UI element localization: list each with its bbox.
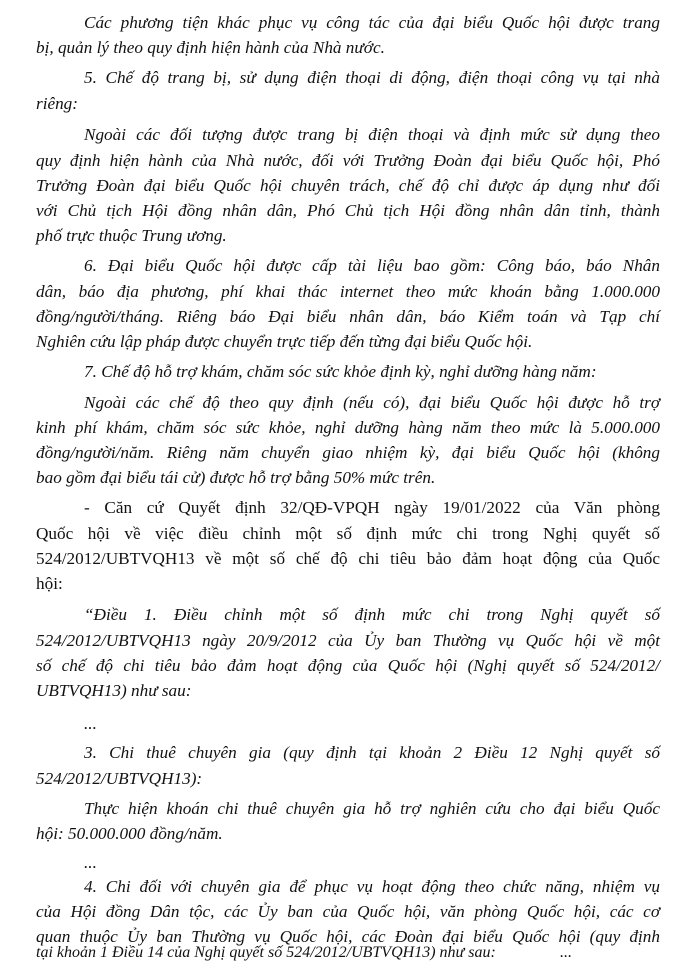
ellipsis-3: ... (560, 944, 572, 961)
clause-3-line-2: 524/2012/UBTVQH13): (36, 769, 203, 788)
section-6-line-3: đồng/người/tháng. Riêng báo Đại biểu nhân dân, báo Kiểm toán và Tạp chí (36, 307, 660, 326)
article-1-line-3: số chế độ chi tiêu bảo đảm hoạt động của Quốc hội (Nghị quyết số 524/2012/ (36, 656, 660, 675)
clause-4-line-3: quan thuộc Ủy ban Thường vụ Quốc hội, các Đoàn đại biểu Quốc hội (quy định (36, 927, 660, 946)
section-7-line-3: đồng/người/năm. Riêng năm chuyển giao nhiệm kỳ, đại biểu Quốc hội (không (36, 443, 660, 462)
article-1-line-1: “Điều 1. Điều chỉnh một số định mức chi trong Nghị quyết số (84, 605, 660, 624)
ellipsis-2: ... (84, 853, 97, 872)
section-5-heading-cont: riêng: (36, 94, 79, 113)
section-6-line-4: Nghiên cứu lập pháp được chuyển trực tiếp đến từng đại biểu Quốc hội. (36, 332, 533, 351)
ellipsis-1: ... (84, 714, 97, 733)
paragraph-line-1: Các phương tiện khác phục vụ công tác của đại biểu Quốc hội được trang (84, 13, 660, 32)
clause-4-line-4: tại khoản 1 Điều 14 của Nghị quyết số 524/2012/UBTVQH13) như sau: (36, 944, 496, 961)
paragraph-line-6: quy định hiện hành của Nhà nước, đối với Trưởng Đoàn đại biểu Quốc hội, Phó (36, 151, 660, 170)
paragraph-line-2: bị, quản lý theo quy định hiện hành của Nhà nước. (36, 38, 385, 57)
clause-3-line-1: 3. Chi thuê chuyên gia (quy định tại khoản 2 Điều 12 Nghị quyết số (84, 743, 660, 762)
paragraph-line-7: Trưởng Đoàn đại biểu Quốc hội chuyên trách, chế độ chỉ được áp dụng như đối (36, 176, 660, 195)
section-7-line-4: bao gồm đại biểu tái cử) được hỗ trợ bằng 50% mức trên. (36, 468, 436, 487)
decision-line-4: hội: (36, 574, 63, 593)
paragraph-line-8: với Chủ tịch Hội đồng nhân dân, Phó Chủ tịch Hội đồng nhân dân tỉnh, thành (36, 201, 660, 220)
section-6-line-1: 6. Đại biểu Quốc hội được cấp tài liệu bao gồm: Công báo, báo Nhân (84, 256, 660, 275)
article-1-line-2: 524/2012/UBTVQH13 ngày 20/9/2012 của Ủy ban Thường vụ Quốc hội về một (36, 631, 660, 650)
section-5-heading: 5. Chế độ trang bị, sử dụng điện thoại di động, điện thoại công vụ tại nhà (84, 68, 660, 87)
clause-4-line-2: của Hội đồng Dân tộc, các Ủy ban của Quốc hội, văn phòng Quốc hội, các cơ (36, 902, 660, 921)
decision-line-1: - Căn cứ Quyết định 32/QĐ-VPQH ngày 19/01/2022 của Văn phòng (84, 498, 660, 517)
decision-line-3: 524/2012/UBTVQH13 về một số chế độ chi tiêu bảo đảm hoạt động của Quốc (36, 549, 660, 568)
decision-line-2: Quốc hội về việc điều chỉnh một số định mức chi trong Nghị quyết số (36, 524, 660, 543)
section-7-line-1: Ngoài các chế độ theo quy định (nếu có), đại biểu Quốc hội được hỗ trợ (84, 393, 660, 412)
paragraph-line-9: phố trực thuộc Trung ương. (36, 226, 227, 245)
section-6-line-2: dân, báo địa phương, phí khai thác internet theo mức khoán bằng 1.000.000 (36, 282, 660, 301)
section-7-line-2: kinh phí khám, chăm sóc sức khỏe, nghỉ dưỡng hàng năm theo mức là 5.000.000 (36, 418, 660, 437)
clause-3-line-3: Thực hiện khoán chi thuê chuyên gia hỗ trợ nghiên cứu cho đại biểu Quốc (84, 799, 660, 818)
clause-3-line-4: hội: 50.000.000 đồng/năm. (36, 824, 223, 843)
clause-4-line-1: 4. Chi đối với chuyên gia để phục vụ hoạt động theo chức năng, nhiệm vụ (84, 877, 660, 896)
section-7-heading: 7. Chế độ hỗ trợ khám, chăm sóc sức khỏe định kỳ, nghỉ dưỡng hàng năm: (84, 362, 597, 381)
article-1-line-4: UBTVQH13) như sau: (36, 681, 192, 700)
paragraph-line-5: Ngoài các đối tượng được trang bị điện thoại và định mức sử dụng theo (84, 125, 660, 144)
